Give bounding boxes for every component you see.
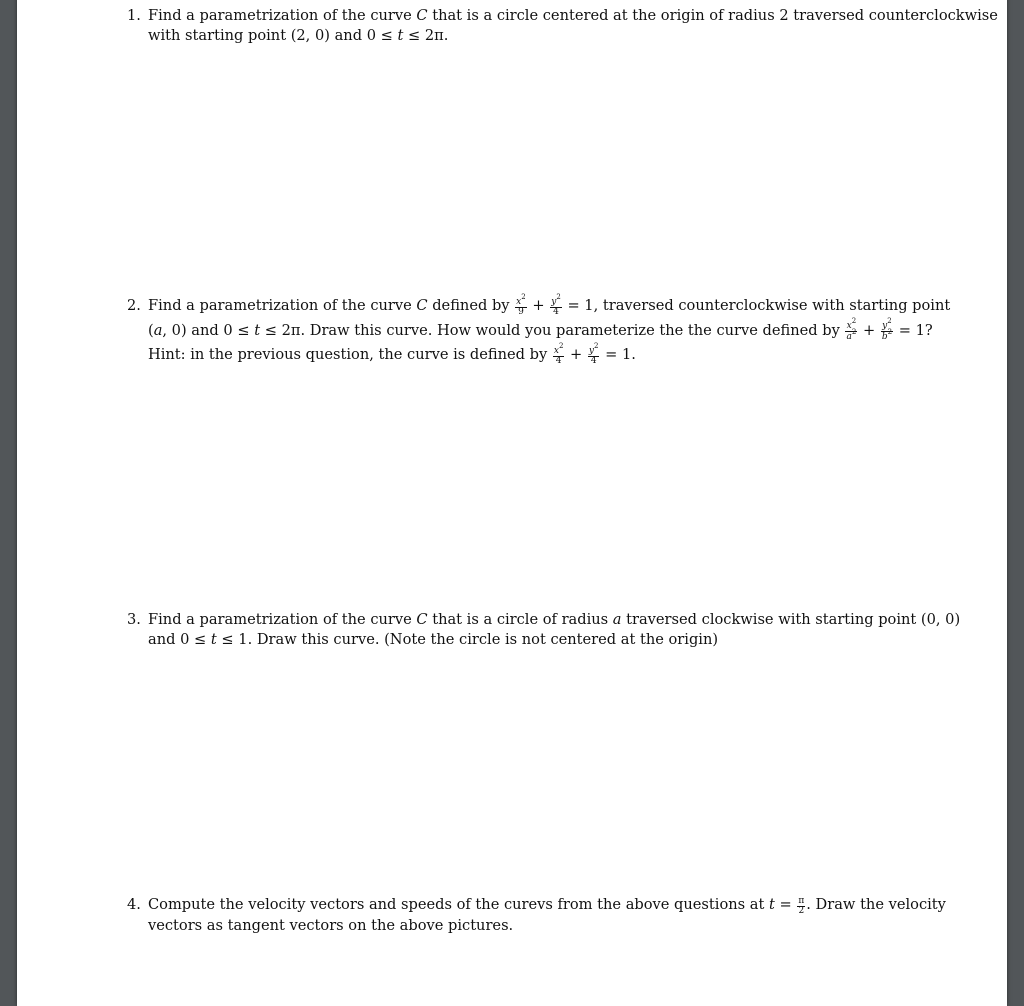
document-page [17,0,1007,1006]
problem-line: (a, 0) and 0 ≤ t ≤ 2π. Draw this curve. How would you parameterize the the curve defined by $\frac{x^2}{a^2}$ + $\frac{y^2}{b^2}$ = 1? [148,316,933,342]
problem-4 [127,895,966,936]
fraction: $\frac{\pi}{2}$ [798,896,805,917]
problem-number: 2. [127,297,141,314]
problem-2 [127,293,966,368]
fraction: $\frac{y^2}{4}$ [588,342,599,367]
problem-line: Find a parametrization of the curve C defined by $\frac{x^2}{9}$ + $\frac{y^2}{4}$ = 1, traversed counterclockwise with starting point [148,293,951,318]
problem-number: 4. [127,896,141,913]
fraction: $\frac{x^2}{a^2}$ [846,316,857,342]
problem-line: Hint: in the previous question, the curve is defined by $\frac{x^2}{4}$ + $\frac{y^2}{4}$ = 1. [148,342,636,367]
fraction: $\frac{x^2}{9}$ [516,293,526,318]
problem-line: Find a parametrization of the curve C that is a circle centered at the origin of radius 2 traversed counterclockwise [148,7,998,24]
problem-number: 1. [127,7,141,24]
problem-line: Find a parametrization of the curve C that is a circle of radius a traversed clockwise with starting point (0, 0) [148,611,961,628]
fraction: $\frac{y^2}{4}$ [551,293,561,318]
fraction: $\frac{x^2}{4}$ [553,342,564,367]
problem-line: with starting point (2, 0) and 0 ≤ t ≤ 2π. [148,27,449,44]
problem-line: and 0 ≤ t ≤ 1. Draw this curve. (Note the circle is not centered at the origin) [148,631,719,648]
problem-1 [127,6,998,46]
problem-3 [127,610,966,650]
problem-line: vectors as tangent vectors on the above pictures. [148,917,514,935]
problem-line: Compute the velocity vectors and speeds of the curevs from the above questions at t = $\frac{\pi}{2}$ . Draw the velocity [148,896,946,917]
problem-number: 3. [127,611,141,628]
fraction: $\frac{y^2}{b^2}$ [881,316,893,342]
